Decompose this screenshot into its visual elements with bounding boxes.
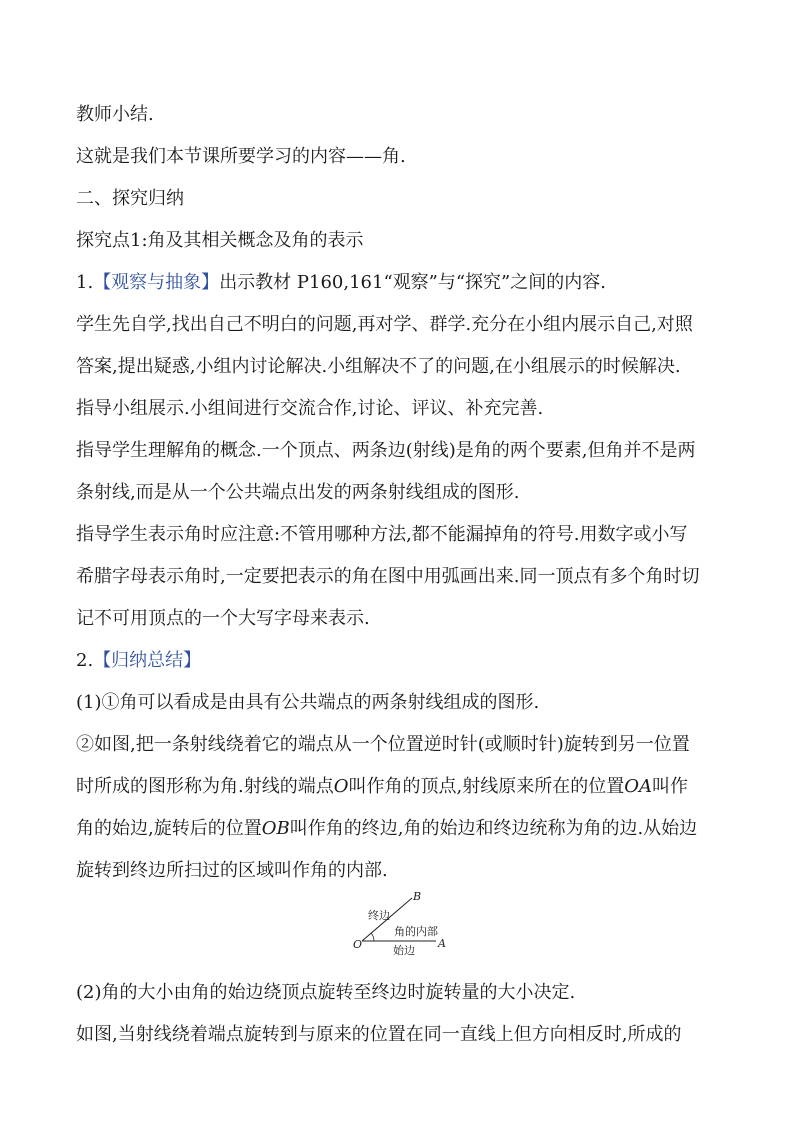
math-O: O [333, 776, 349, 797]
text-line: 记不可用顶点的一个大写字母来表示. [76, 608, 370, 629]
section-heading: 二、探究归纳 [76, 188, 184, 209]
item-number: 1. [76, 272, 94, 293]
label-O: O [353, 938, 363, 951]
label-B: B [413, 890, 422, 903]
text-line: 答案,提出疑惑,小组内讨论解决.小组解决不了的问题,在小组展示的时候解决. [76, 356, 681, 377]
text-line: 指导学生理解角的概念.一个顶点、两条边(射线)是角的两个要素,但角并不是两 [76, 440, 696, 461]
item-text: 出示教材 P160,161“观察”与“探究”之间的内容. [219, 272, 606, 293]
tag-observe-abstract: 【观察与抽象】 [93, 272, 220, 293]
text-line: (1)①角可以看成是由具有公共端点的两条射线组成的图形. [76, 692, 540, 713]
paragraph-summary [76, 650, 201, 672]
text-line: 时所成的图形称为角.射线的端点O叫作角的顶点,射线原来所在的位置OA叫作 [76, 776, 688, 797]
item-number: 2. [76, 650, 94, 671]
text-line: ②如图,把一条射线绕着它的端点从一个位置逆时针(或顺时针)旋转到另一位置 [76, 734, 690, 755]
text-line: 如图,当射线绕着端点旋转到与原来的位置在同一直线上但方向相反时,所成的 [76, 1024, 682, 1045]
text-line: 指导小组展示.小组间进行交流合作,讨论、评议、补充完善. [76, 398, 544, 419]
paragraph-observe [76, 272, 606, 294]
angle-arc [371, 933, 374, 941]
paragraph-teacher-summary: 教师小结. [76, 104, 154, 125]
text-line: 希腊字母表示角时,一定要把表示的角在图中用弧画出来.同一顶点有多个角时切 [76, 566, 700, 587]
text-line: 指导学生表示角时应注意:不管用哪种方法,都不能漏掉角的符号.用数字或小写 [76, 524, 688, 545]
text-line: (2)角的大小由角的始边绕顶点旋转至终边时旋转量的大小决定. [76, 982, 576, 1003]
label-initial-side: 始边 [393, 944, 415, 957]
text-line: 旋转到终边所扫过的区域叫作角的内部. [76, 860, 388, 881]
math-OB: OB [261, 818, 290, 839]
math-OA: OA [624, 776, 652, 797]
label-A: A [438, 937, 446, 950]
angle-figure [340, 890, 460, 960]
label-terminal-side: 终边 [368, 909, 390, 922]
paragraph-lesson-intro: 这就是我们本节课所要学习的内容——角. [76, 146, 406, 167]
subsection-heading: 探究点1:角及其相关概念及角的表示 [76, 230, 364, 251]
text-line: 学生先自学,找出自己不明白的问题,再对学、群学.充分在小组内展示自己,对照 [76, 314, 693, 335]
text-line: 条射线,而是从一个公共端点出发的两条射线组成的图形. [76, 482, 520, 503]
text-line: 角的始边,旋转后的位置OB叫作角的终边,角的始边和终边统称为角的边.从始边 [76, 818, 698, 839]
tag-summary: 【归纳总结】 [93, 650, 202, 671]
label-interior: 角的内部 [394, 925, 438, 938]
